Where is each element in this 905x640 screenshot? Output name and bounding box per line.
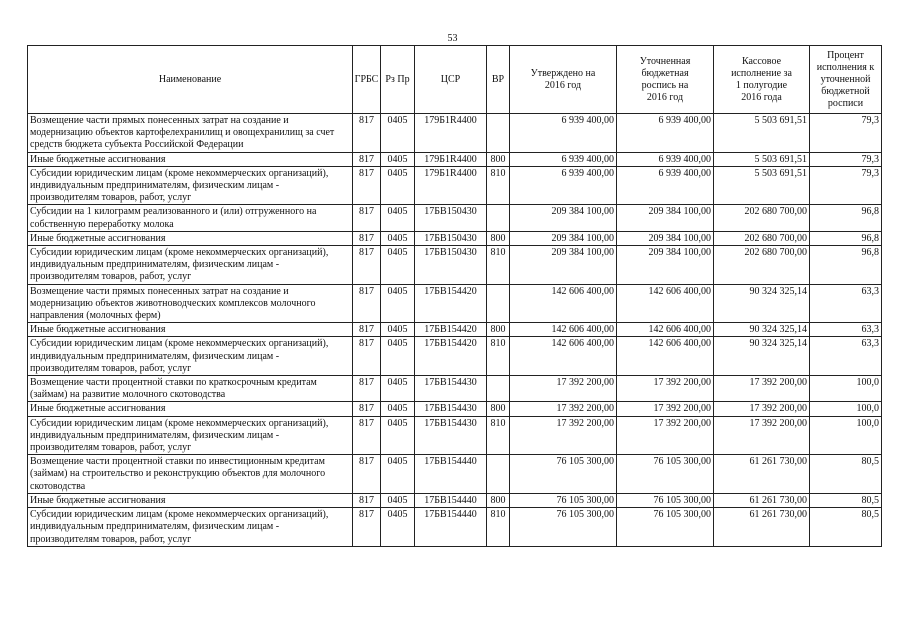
cell-vr: 810 xyxy=(487,508,510,547)
cell-grbs: 817 xyxy=(353,246,381,285)
cell-percent: 63,3 xyxy=(810,337,882,376)
cell-revised: 6 939 400,00 xyxy=(617,166,714,205)
cell-percent: 63,3 xyxy=(810,284,882,323)
cell-percent: 100,0 xyxy=(810,402,882,416)
page-number: 53 xyxy=(447,33,458,44)
cell-grbs: 817 xyxy=(353,493,381,507)
table-row xyxy=(28,166,882,205)
table-header xyxy=(28,46,882,114)
cell-csr: 17БВ154440 xyxy=(415,508,487,547)
cell-grbs: 817 xyxy=(353,114,381,153)
cell-name: Возмещение части прямых понесенных затрат на создание и модернизацию объектов картофелехранилищ и овощехранилищ за счет средств бюджета субъекта Российской Федерации xyxy=(28,114,353,153)
cell-name: Иные бюджетные ассигнования xyxy=(28,402,353,416)
cell-name: Возмещение части процентной ставки по инвестиционным кредитам (займам) на строительство и реконструкцию объектов для молочного скотоводства xyxy=(28,455,353,494)
cell-rzpr: 0405 xyxy=(381,231,415,245)
cell-grbs: 817 xyxy=(353,455,381,494)
cell-revised: 6 939 400,00 xyxy=(617,114,714,153)
cell-approved: 17 392 200,00 xyxy=(510,402,617,416)
cell-rzpr: 0405 xyxy=(381,416,415,455)
cell-approved: 76 105 300,00 xyxy=(510,493,617,507)
cell-rzpr: 0405 xyxy=(381,508,415,547)
cell-rzpr: 0405 xyxy=(381,284,415,323)
header-vr: ВР xyxy=(487,46,510,114)
cell-csr: 179Б1R4400 xyxy=(415,114,487,153)
cell-vr: 800 xyxy=(487,493,510,507)
cell-cash: 61 261 730,00 xyxy=(714,493,810,507)
cell-grbs: 817 xyxy=(353,402,381,416)
cell-cash: 61 261 730,00 xyxy=(714,508,810,547)
table-row xyxy=(28,323,882,337)
cell-rzpr: 0405 xyxy=(381,205,415,231)
cell-percent: 79,3 xyxy=(810,166,882,205)
cell-approved: 6 939 400,00 xyxy=(510,114,617,153)
cell-grbs: 817 xyxy=(353,166,381,205)
table-row xyxy=(28,402,882,416)
table-row xyxy=(28,493,882,507)
cell-approved: 209 384 100,00 xyxy=(510,231,617,245)
cell-csr: 179Б1R4400 xyxy=(415,166,487,205)
header-approved: Утверждено на 2016 год xyxy=(510,46,617,114)
cell-percent: 79,3 xyxy=(810,152,882,166)
cell-name: Иные бюджетные ассигнования xyxy=(28,231,353,245)
cell-percent: 80,5 xyxy=(810,508,882,547)
cell-cash: 17 392 200,00 xyxy=(714,402,810,416)
cell-grbs: 817 xyxy=(353,337,381,376)
cell-revised: 142 606 400,00 xyxy=(617,337,714,376)
header-rzpr: Рз Пр xyxy=(381,46,415,114)
table-row xyxy=(28,455,882,494)
cell-vr: 800 xyxy=(487,152,510,166)
cell-vr xyxy=(487,376,510,402)
cell-revised: 17 392 200,00 xyxy=(617,376,714,402)
cell-approved: 76 105 300,00 xyxy=(510,455,617,494)
cell-percent: 79,3 xyxy=(810,114,882,153)
table-row xyxy=(28,416,882,455)
budget-table xyxy=(27,45,882,547)
cell-vr xyxy=(487,205,510,231)
cell-revised: 17 392 200,00 xyxy=(617,416,714,455)
cell-vr: 810 xyxy=(487,416,510,455)
cell-csr: 17БВ154440 xyxy=(415,455,487,494)
cell-cash: 61 261 730,00 xyxy=(714,455,810,494)
cell-rzpr: 0405 xyxy=(381,402,415,416)
cell-percent: 100,0 xyxy=(810,376,882,402)
cell-approved: 142 606 400,00 xyxy=(510,284,617,323)
cell-name: Субсидии юридическим лицам (кроме некоммерческих организаций), индивидуальным предпринимателям, физическим лицам - производителям товаров, работ, услуг xyxy=(28,166,353,205)
table-row xyxy=(28,337,882,376)
cell-name: Возмещение части прямых понесенных затрат на создание и модернизацию объектов животноводческих комплексов молочного направления (молочных ферм) xyxy=(28,284,353,323)
cell-percent: 63,3 xyxy=(810,323,882,337)
cell-grbs: 817 xyxy=(353,376,381,402)
cell-vr xyxy=(487,284,510,323)
cell-percent: 96,8 xyxy=(810,205,882,231)
cell-grbs: 817 xyxy=(353,508,381,547)
cell-cash: 202 680 700,00 xyxy=(714,231,810,245)
cell-revised: 17 392 200,00 xyxy=(617,402,714,416)
cell-approved: 6 939 400,00 xyxy=(510,166,617,205)
cell-revised: 6 939 400,00 xyxy=(617,152,714,166)
cell-revised: 76 105 300,00 xyxy=(617,455,714,494)
cell-approved: 76 105 300,00 xyxy=(510,508,617,547)
cell-rzpr: 0405 xyxy=(381,246,415,285)
header-revised: Уточненная бюджетная роспись на 2016 год xyxy=(617,46,714,114)
cell-name: Субсидии юридическим лицам (кроме некоммерческих организаций), индивидуальным предпринимателям, физическим лицам - производителям товаров, работ, услуг xyxy=(28,508,353,547)
cell-cash: 90 324 325,14 xyxy=(714,284,810,323)
cell-name: Субсидии юридическим лицам (кроме некоммерческих организаций), индивидуальным предпринимателям, физическим лицам - производителям товаров, работ, услуг xyxy=(28,337,353,376)
table-row xyxy=(28,284,882,323)
cell-grbs: 817 xyxy=(353,284,381,323)
cell-approved: 17 392 200,00 xyxy=(510,416,617,455)
cell-grbs: 817 xyxy=(353,205,381,231)
cell-percent: 80,5 xyxy=(810,455,882,494)
cell-csr: 17БВ150430 xyxy=(415,205,487,231)
cell-approved: 142 606 400,00 xyxy=(510,323,617,337)
cell-percent: 96,8 xyxy=(810,246,882,285)
table-row xyxy=(28,246,882,285)
table-row xyxy=(28,376,882,402)
cell-percent: 96,8 xyxy=(810,231,882,245)
cell-revised: 142 606 400,00 xyxy=(617,323,714,337)
cell-approved: 209 384 100,00 xyxy=(510,205,617,231)
cell-revised: 76 105 300,00 xyxy=(617,493,714,507)
cell-rzpr: 0405 xyxy=(381,152,415,166)
cell-rzpr: 0405 xyxy=(381,376,415,402)
cell-csr: 17БВ154420 xyxy=(415,284,487,323)
cell-revised: 76 105 300,00 xyxy=(617,508,714,547)
header-percent: Процент исполнения к уточненной бюджетной росписи xyxy=(810,46,882,114)
cell-cash: 90 324 325,14 xyxy=(714,337,810,376)
cell-rzpr: 0405 xyxy=(381,337,415,376)
header-cash: Кассовое исполнение за 1 полугодие 2016 года xyxy=(714,46,810,114)
cell-rzpr: 0405 xyxy=(381,166,415,205)
table-row xyxy=(28,152,882,166)
cell-name: Иные бюджетные ассигнования xyxy=(28,493,353,507)
table-row xyxy=(28,508,882,547)
header-name: Наименование xyxy=(28,46,353,114)
cell-approved: 17 392 200,00 xyxy=(510,376,617,402)
cell-cash: 17 392 200,00 xyxy=(714,376,810,402)
cell-csr: 179Б1R4400 xyxy=(415,152,487,166)
header-csr: ЦСР xyxy=(415,46,487,114)
cell-vr: 800 xyxy=(487,231,510,245)
cell-approved: 142 606 400,00 xyxy=(510,337,617,376)
cell-cash: 202 680 700,00 xyxy=(714,246,810,285)
cell-csr: 17БВ154430 xyxy=(415,416,487,455)
cell-grbs: 817 xyxy=(353,323,381,337)
cell-name: Субсидии юридическим лицам (кроме некоммерческих организаций), индивидуальным предпринимателям, физическим лицам - производителям товаров, работ, услуг xyxy=(28,246,353,285)
header-row xyxy=(28,46,882,114)
table-row xyxy=(28,205,882,231)
cell-name: Возмещение части процентной ставки по краткосрочным кредитам (займам) на развитие молочного скотоводства xyxy=(28,376,353,402)
cell-csr: 17БВ154430 xyxy=(415,376,487,402)
cell-vr: 810 xyxy=(487,166,510,205)
cell-rzpr: 0405 xyxy=(381,323,415,337)
cell-vr: 810 xyxy=(487,337,510,376)
cell-name: Иные бюджетные ассигнования xyxy=(28,323,353,337)
cell-csr: 17БВ154440 xyxy=(415,493,487,507)
cell-csr: 17БВ154420 xyxy=(415,337,487,376)
cell-vr: 800 xyxy=(487,323,510,337)
cell-cash: 5 503 691,51 xyxy=(714,114,810,153)
cell-rzpr: 0405 xyxy=(381,493,415,507)
cell-name: Субсидии на 1 килограмм реализованного и (или) отгруженного на собственную переработку молока xyxy=(28,205,353,231)
cell-percent: 100,0 xyxy=(810,416,882,455)
cell-percent: 80,5 xyxy=(810,493,882,507)
cell-cash: 202 680 700,00 xyxy=(714,205,810,231)
cell-csr: 17БВ150430 xyxy=(415,246,487,285)
cell-name: Иные бюджетные ассигнования xyxy=(28,152,353,166)
cell-rzpr: 0405 xyxy=(381,114,415,153)
header-grbs: ГРБС xyxy=(353,46,381,114)
cell-approved: 6 939 400,00 xyxy=(510,152,617,166)
cell-revised: 209 384 100,00 xyxy=(617,231,714,245)
cell-approved: 209 384 100,00 xyxy=(510,246,617,285)
cell-cash: 90 324 325,14 xyxy=(714,323,810,337)
cell-name: Субсидии юридическим лицам (кроме некоммерческих организаций), индивидуальным предпринимателям, физическим лицам - производителям товаров, работ, услуг xyxy=(28,416,353,455)
cell-csr: 17БВ150430 xyxy=(415,231,487,245)
cell-vr: 810 xyxy=(487,246,510,285)
cell-csr: 17БВ154420 xyxy=(415,323,487,337)
cell-revised: 209 384 100,00 xyxy=(617,205,714,231)
cell-vr xyxy=(487,455,510,494)
cell-rzpr: 0405 xyxy=(381,455,415,494)
cell-grbs: 817 xyxy=(353,152,381,166)
cell-cash: 17 392 200,00 xyxy=(714,416,810,455)
cell-grbs: 817 xyxy=(353,231,381,245)
cell-vr xyxy=(487,114,510,153)
cell-revised: 142 606 400,00 xyxy=(617,284,714,323)
cell-revised: 209 384 100,00 xyxy=(617,246,714,285)
cell-grbs: 817 xyxy=(353,416,381,455)
table-row xyxy=(28,231,882,245)
table-row xyxy=(28,114,882,153)
cell-cash: 5 503 691,51 xyxy=(714,152,810,166)
cell-cash: 5 503 691,51 xyxy=(714,166,810,205)
table-body xyxy=(28,114,882,547)
cell-vr: 800 xyxy=(487,402,510,416)
cell-csr: 17БВ154430 xyxy=(415,402,487,416)
